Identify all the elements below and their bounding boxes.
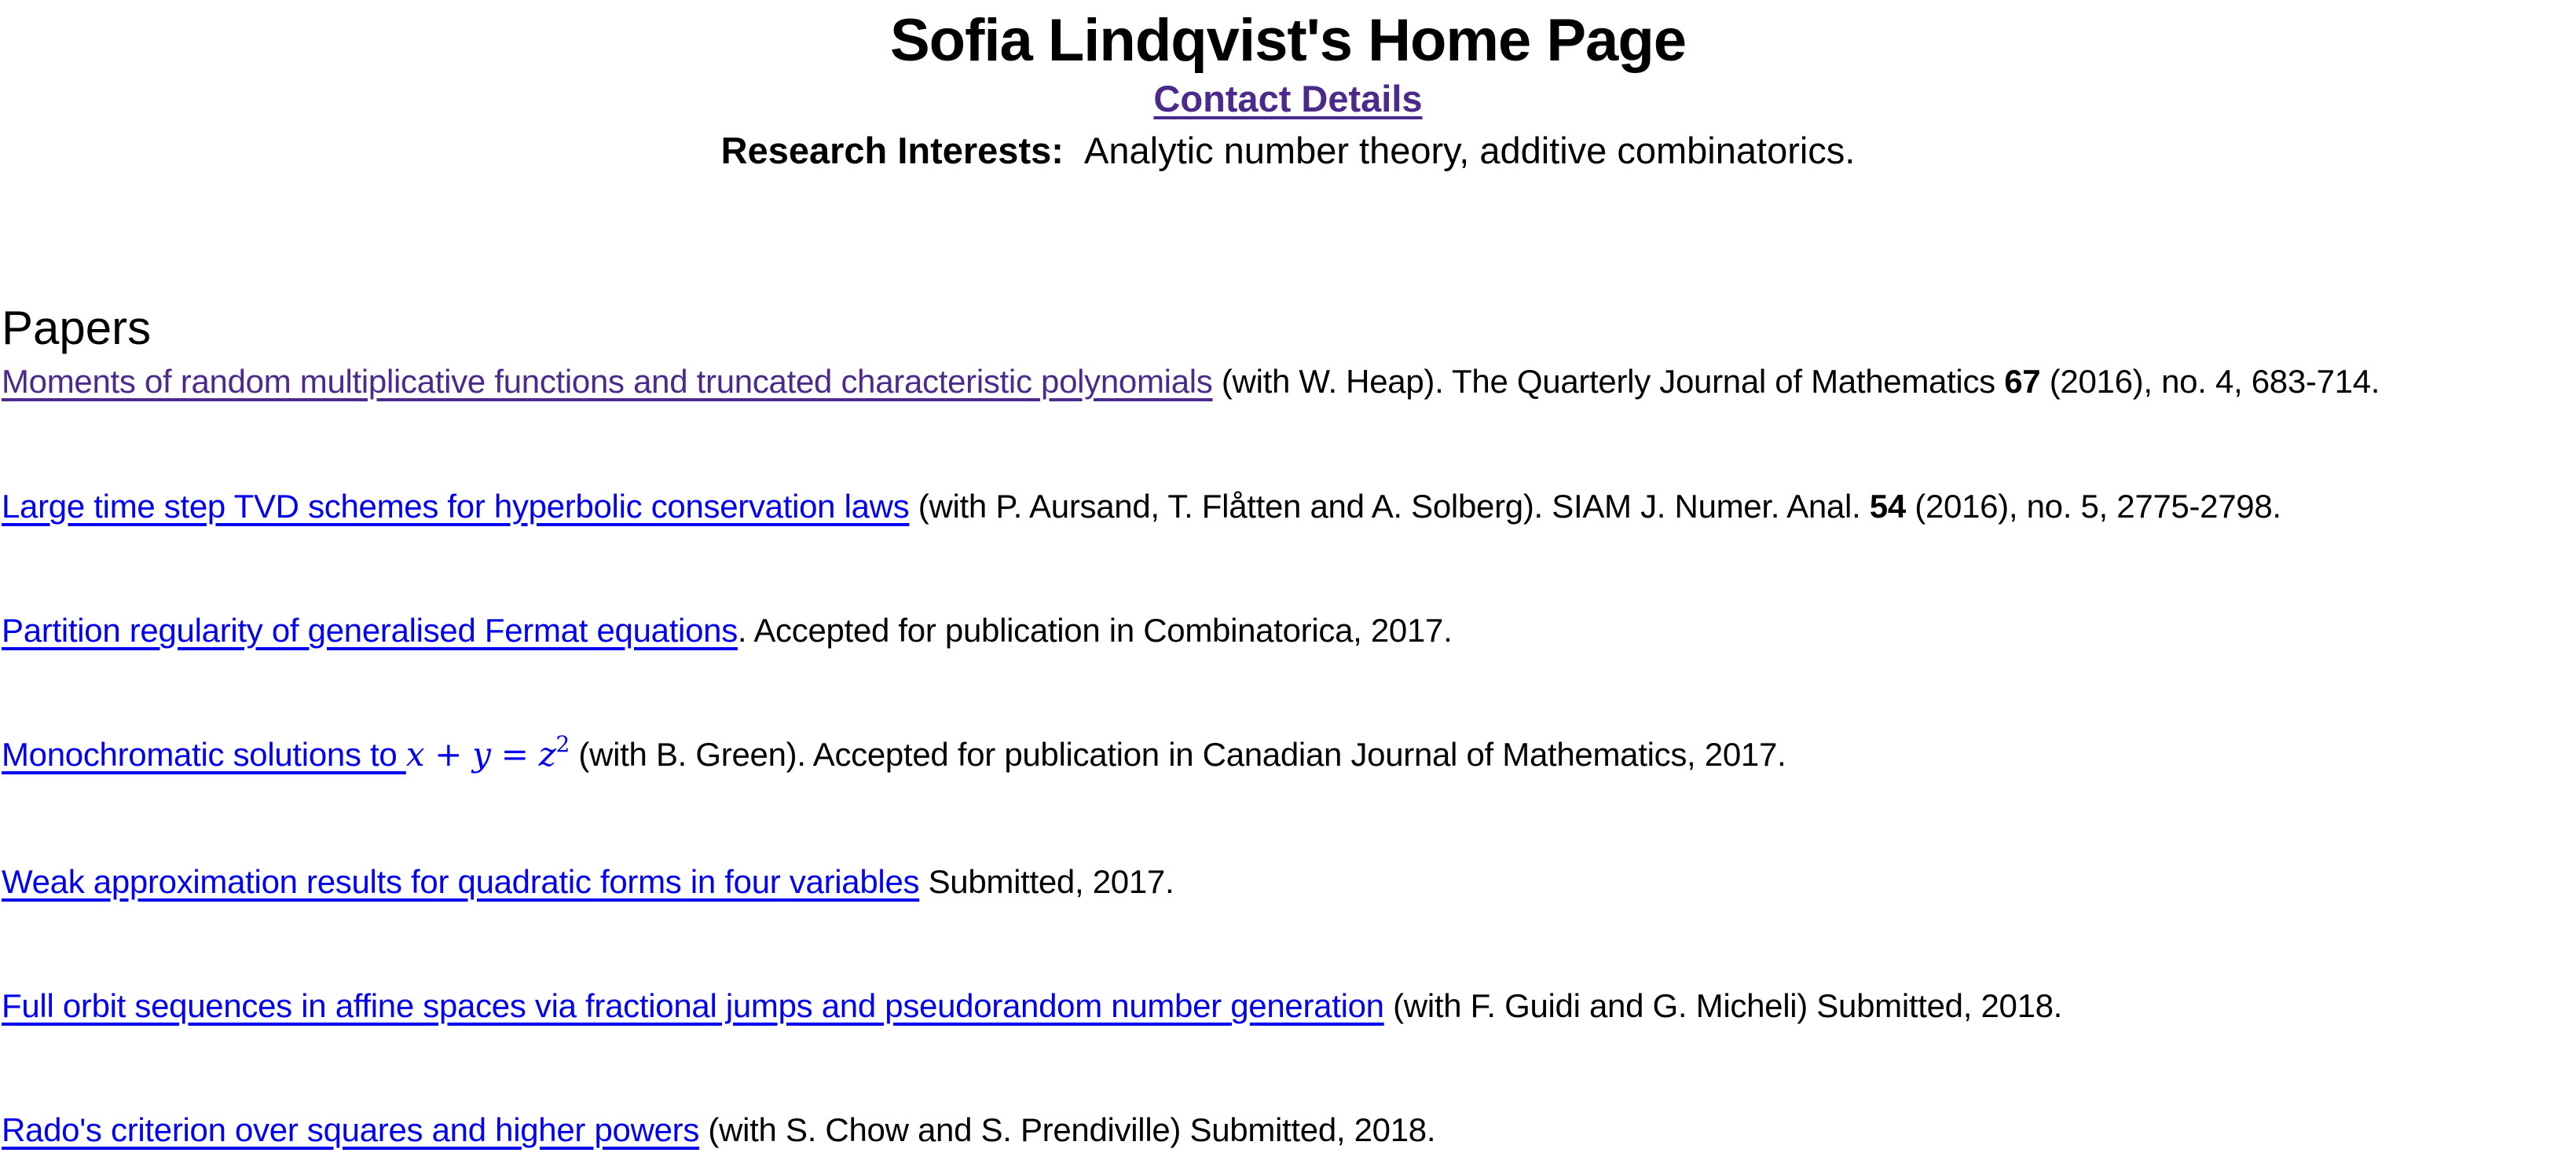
paper-volume: 54 [1869, 488, 1906, 525]
paper-entry [2, 987, 2063, 1024]
paper-details: . Accepted for publication in Combinatorica, 2017. [737, 612, 1453, 649]
paper-entry [2, 490, 2281, 523]
paper-details: (with W. Heap). The Quarterly Journal of Mathematics [1212, 363, 2005, 400]
paper-link[interactable]: Large time step TVD schemes for hyperbolic conservation laws [2, 488, 910, 525]
paper-details: (with P. Aursand, T. Flåtten and A. Solberg). SIAM J. Numer. Anal. [909, 488, 1870, 525]
paper-details-end: (2016), no. 5, 2775-2798. [1905, 488, 2281, 525]
math-formula[interactable] [405, 731, 570, 774]
contact-details-link[interactable]: Contact Details [1153, 78, 1423, 119]
paper-details-end: (2016), no. 4, 683-714. [2040, 363, 2380, 400]
page-title: Sofia Lindqvist's Home Page [889, 7, 1687, 74]
paper-volume: 67 [2004, 363, 2041, 400]
paper-link[interactable]: Weak approximation results for quadratic forms in four variables [2, 863, 920, 900]
research-interests-text: Analytic number theory, additive combinatorics. [1084, 130, 1856, 171]
research-interests [0, 132, 2576, 169]
math-plus: + [434, 735, 463, 774]
paper-entry [2, 731, 1786, 774]
paper-details: Submitted, 2017. [919, 863, 1174, 900]
paper-entry [2, 614, 1452, 647]
paper-link[interactable]: Monochromatic solutions to [2, 736, 406, 773]
research-interests-label: Research Interests: [720, 130, 1064, 171]
paper-entry [2, 865, 1174, 898]
paper-details: (with S. Chow and S. Prendiville) Submitted, 2018. [699, 1111, 1436, 1148]
paper-link[interactable]: Moments of random multiplicative functions and truncated characteristic polynomials [2, 363, 1213, 400]
papers-heading: Papers [2, 302, 152, 354]
math-exponent: 2 [555, 731, 570, 757]
paper-details: (with F. Guidi and G. Micheli) Submitted, 2018. [1383, 987, 2063, 1024]
math-equals: = [500, 735, 529, 774]
paper-entry [2, 1111, 1436, 1148]
math-y: y [472, 735, 491, 774]
contact-row [0, 80, 2576, 117]
paper-link[interactable]: Rado's criterion over squares and higher powers [2, 1111, 700, 1148]
math-x: x [405, 735, 425, 774]
paper-entry [2, 365, 2380, 398]
paper-details: (with B. Green). Accepted for publication in Canadian Journal of Mathematics, 2017. [570, 736, 1786, 773]
paper-link[interactable]: Full orbit sequences in affine spaces via fractional jumps and pseudorandom number generation [2, 987, 1384, 1024]
paper-link[interactable]: Partition regularity of generalised Fermat equations [2, 612, 738, 649]
math-z: z [538, 735, 556, 774]
